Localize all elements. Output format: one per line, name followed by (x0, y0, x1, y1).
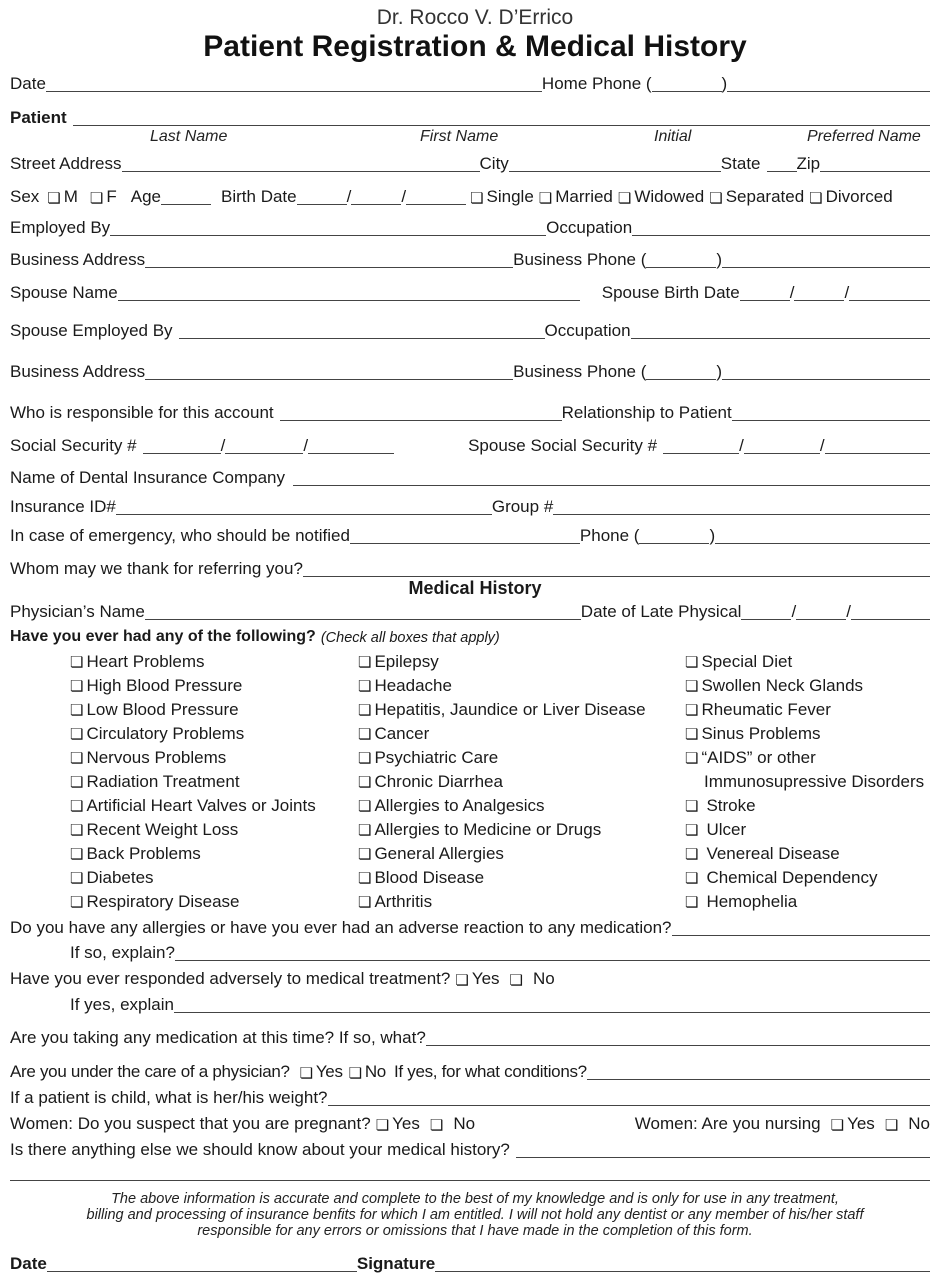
checkbox[interactable]: ❏ (358, 798, 372, 815)
slash: / (303, 436, 309, 455)
condition-epilepsy[interactable] (358, 650, 646, 674)
insurance-company-row (10, 466, 930, 488)
condition-label: Allergies to Medicine or Drugs (374, 820, 602, 839)
conditions-question-row (10, 624, 930, 646)
condition-label: Circulatory Problems (86, 724, 245, 743)
referral-label: Whom may we thank for referring you? (10, 559, 303, 578)
pregnant-yes-checkbox[interactable]: ❏ (375, 1117, 390, 1134)
pregnant-question: Women: Do you suspect that you are pregnant? (10, 1114, 371, 1133)
allergies-explain-field[interactable] (175, 942, 930, 961)
checkbox[interactable]: ❏ (358, 846, 372, 863)
physician-care-question: Are you under the care of a physician? (10, 1062, 290, 1081)
birth-year-field[interactable] (406, 186, 466, 205)
physician-name-field[interactable] (145, 601, 581, 620)
statement-line: billing and processing of insurance benfits for which I am entitled. I will not hold any dentist or any member of his/her staff (86, 1207, 864, 1223)
married-label: Married (555, 187, 613, 206)
checkbox[interactable]: ❏ (685, 894, 699, 911)
emergency-row (10, 524, 930, 546)
slash: / (739, 436, 744, 455)
patient-row (10, 106, 930, 128)
conditions-column-2 (358, 650, 646, 914)
home-phone-area-field[interactable] (652, 73, 722, 92)
first-name-hint: First Name (420, 128, 499, 145)
condition-back-problems[interactable] (70, 842, 316, 866)
business-address-field[interactable] (145, 249, 513, 268)
conditions-label: If yes, for what conditions? (393, 1062, 587, 1081)
checkbox[interactable]: ❏ (685, 822, 699, 839)
condition-label: Radiation Treatment (86, 772, 240, 791)
responsible-row (10, 401, 930, 423)
allergies-row (10, 916, 930, 938)
yes-label: Yes (847, 1114, 875, 1133)
checkbox[interactable]: ❏ (358, 870, 372, 887)
spouse-birth-day-field[interactable] (794, 282, 844, 301)
condition-label: Allergies to Analgesics (374, 796, 545, 815)
checkbox[interactable]: ❏ (70, 846, 84, 863)
checkbox[interactable]: ❏ (685, 702, 699, 719)
adverse-explain-field[interactable] (174, 994, 930, 1013)
spouse-row (10, 281, 930, 303)
condition-label: Heart Problems (86, 652, 205, 671)
condition-label: Nervous Problems (86, 748, 227, 767)
condition-ulcer[interactable] (685, 818, 924, 842)
condition-label: Back Problems (86, 844, 201, 863)
medication-question: Are you taking any medication at this time? If so, what? (10, 1028, 426, 1047)
condition-artificial-valves[interactable] (70, 794, 316, 818)
spouse-ssn-part1-field[interactable] (663, 435, 739, 454)
condition-label: Low Blood Pressure (86, 700, 239, 719)
male-label: M (63, 187, 78, 206)
adverse-explain-row (70, 993, 930, 1015)
condition-high-blood-pressure[interactable] (70, 674, 316, 698)
signature-field[interactable] (435, 1253, 930, 1272)
condition-psychiatric[interactable] (358, 746, 646, 770)
state-field[interactable] (767, 153, 797, 172)
home-phone-label: Home Phone ( (541, 74, 652, 93)
relationship-field[interactable] (732, 402, 930, 421)
anything-else-field[interactable] (516, 1139, 930, 1158)
checkbox[interactable]: ❏ (685, 870, 699, 887)
referral-field[interactable] (303, 558, 930, 577)
spouse-name-label: Spouse Name (10, 283, 118, 302)
business-phone-label: Business Phone ( (513, 250, 647, 269)
address-row (10, 152, 930, 174)
spouse-employment-row (10, 319, 930, 341)
business-address-label: Business Address (10, 250, 146, 269)
relationship-label: Relationship to Patient (561, 403, 732, 422)
medication-row (10, 1026, 930, 1048)
condition-respiratory[interactable] (70, 890, 316, 914)
adverse-question: Have you ever responded adversely to medical treatment? (10, 969, 451, 988)
checkbox[interactable]: ❏ (358, 678, 372, 695)
condition-radiation[interactable] (70, 770, 316, 794)
checkbox[interactable]: ❏ (358, 750, 372, 767)
city-field[interactable] (509, 153, 721, 172)
female-label: F (106, 187, 117, 206)
checkbox[interactable]: ❏ (685, 654, 699, 671)
condition-low-blood-pressure[interactable] (70, 698, 316, 722)
insurance-id-label: Insurance ID# (10, 497, 116, 516)
condition-label: Artificial Heart Valves or Joints (86, 796, 316, 815)
condition-drug-allergy[interactable] (358, 818, 646, 842)
condition-label: Psychiatric Care (374, 748, 499, 767)
condition-label: Chemical Dependency (706, 868, 878, 887)
conditions-field[interactable] (587, 1061, 930, 1080)
zip-field[interactable] (820, 153, 930, 172)
checkbox[interactable]: ❏ (358, 654, 372, 671)
signature-date-field[interactable] (47, 1253, 357, 1272)
physician-care-row (10, 1060, 930, 1082)
physician-name-label: Physician’s Name (10, 602, 145, 621)
medical-history-heading: Medical History (408, 578, 542, 598)
pregnant-no-checkbox[interactable]: ❏ (429, 1117, 444, 1134)
slash: / (220, 436, 226, 455)
condition-label: Respiratory Disease (86, 892, 240, 911)
conditions-column-1 (70, 650, 316, 914)
condition-label: Hemophelia (706, 892, 798, 911)
last-name-hint: Last Name (150, 128, 228, 145)
checkbox[interactable]: ❏ (70, 894, 84, 911)
condition-heart-problems[interactable] (70, 650, 316, 674)
physician-row (10, 600, 930, 622)
sex-label: Sex (10, 187, 40, 206)
paren: ) (716, 362, 723, 381)
checkbox[interactable]: ❏ (70, 822, 84, 839)
birth-month-field[interactable] (297, 186, 347, 205)
city-label: City (479, 154, 509, 173)
condition-label: High Blood Pressure (86, 676, 243, 695)
insurance-company-label: Name of Dental Insurance Company (10, 468, 285, 487)
responsible-field[interactable] (280, 402, 562, 421)
birth-date-label: Birth Date (221, 187, 297, 206)
date-label: Date (10, 74, 46, 93)
anything-else-extra-line[interactable] (10, 1180, 930, 1181)
single-label: Single (486, 187, 534, 206)
date-field[interactable] (46, 73, 542, 92)
spouse-employed-by-label: Spouse Employed By (10, 321, 173, 340)
checkbox[interactable]: ❏ (358, 726, 372, 743)
checkbox-widowed[interactable]: ❏ (617, 190, 632, 207)
physical-day-field[interactable] (796, 601, 846, 620)
checkbox[interactable]: ❏ (70, 702, 84, 719)
yes-label: Yes (392, 1114, 420, 1133)
emergency-phone-field[interactable] (715, 525, 930, 544)
slash: / (789, 283, 795, 302)
anything-else-row (10, 1138, 930, 1160)
condition-label: Chronic Diarrhea (374, 772, 503, 791)
checkbox-female[interactable]: ❏ (89, 190, 104, 207)
condition-label: Headache (374, 676, 452, 695)
physical-month-field[interactable] (741, 601, 791, 620)
checkbox[interactable]: ❏ (70, 726, 84, 743)
condition-weight-loss[interactable] (70, 818, 316, 842)
allergies-explain-row (70, 941, 930, 963)
responsible-label: Who is responsible for this account (10, 403, 274, 422)
checkbox[interactable]: ❏ (358, 894, 372, 911)
condition-blood-disease[interactable] (358, 866, 646, 890)
spouse-birth-date-label: Spouse Birth Date (601, 283, 740, 302)
ssn-part2-field[interactable] (225, 435, 303, 454)
condition-label: Arthritis (374, 892, 433, 911)
statement-line: The above information is accurate and complete to the best of my knowledge and is only for use in any treatment, (111, 1191, 839, 1207)
checkbox[interactable]: ❏ (70, 870, 84, 887)
occupation-label: Occupation (546, 218, 633, 237)
ssn-part3-field[interactable] (308, 435, 394, 454)
checkbox[interactable]: ❏ (70, 774, 84, 791)
conditions-column-3 (685, 650, 924, 914)
condition-label: Rheumatic Fever (701, 700, 831, 719)
slash: / (819, 436, 825, 455)
child-weight-row (10, 1086, 930, 1108)
condition-rheumatic-fever[interactable] (685, 698, 924, 722)
condition-label: Venereal Disease (706, 844, 840, 863)
spouse-name-field[interactable] (118, 282, 580, 301)
condition-label: General Allergies (374, 844, 504, 863)
condition-stroke[interactable] (685, 794, 924, 818)
condition-arthritis[interactable] (358, 890, 646, 914)
adverse-row (10, 967, 930, 989)
adverse-yes-checkbox[interactable]: ❏ (455, 972, 469, 989)
spouse-business-row (10, 360, 930, 382)
slash: / (791, 602, 797, 621)
checkbox[interactable]: ❏ (70, 750, 84, 767)
patient-label: Patient (10, 108, 67, 127)
pregnancy-row (10, 1112, 930, 1134)
condition-label: Sinus Problems (701, 724, 821, 743)
ssn-row (10, 434, 930, 456)
employment-row (10, 216, 930, 238)
condition-hemophelia[interactable] (685, 890, 924, 914)
spouse-business-address-field[interactable] (145, 361, 513, 380)
street-address-field[interactable] (122, 153, 480, 172)
yes-label: Yes (471, 969, 500, 988)
street-address-label: Street Address (10, 154, 122, 173)
condition-sinus[interactable] (685, 722, 924, 746)
emergency-phone-area-field[interactable] (639, 525, 709, 544)
paren: ) (709, 526, 716, 545)
condition-label: “AIDS” or other (701, 748, 816, 767)
checkbox-single[interactable]: ❏ (470, 190, 484, 207)
adverse-explain-label: If yes, explain (70, 995, 174, 1014)
checkbox[interactable]: ❏ (685, 726, 699, 743)
late-physical-label: Date of Late Physical (580, 602, 742, 621)
conditions-question: Have you ever had any of the following? (10, 628, 316, 645)
condition-general-allergies[interactable] (358, 842, 646, 866)
condition-label: Ulcer (706, 820, 747, 839)
condition-diarrhea[interactable] (358, 770, 646, 794)
paren: ) (721, 74, 728, 93)
spouse-employed-by-field[interactable] (179, 320, 545, 339)
checkbox[interactable]: ❏ (358, 702, 372, 719)
anything-else-question: Is there anything else we should know about your medical history? (10, 1140, 510, 1159)
group-field[interactable] (553, 496, 930, 515)
child-weight-question: If a patient is child, what is her/his weight? (10, 1088, 328, 1107)
nursing-no-checkbox[interactable]: ❏ (884, 1117, 899, 1134)
widowed-label: Widowed (634, 187, 705, 206)
emergency-contact-field[interactable] (350, 525, 580, 544)
checkbox[interactable]: ❏ (685, 846, 699, 863)
condition-chemical-dependency[interactable] (685, 866, 924, 890)
consent-statement (0, 1191, 950, 1239)
form-title: Patient Registration & Medical History (203, 30, 747, 63)
condition-aids-continued (685, 770, 924, 794)
checkbox[interactable]: ❏ (358, 822, 372, 839)
condition-headache[interactable] (358, 674, 646, 698)
adverse-no-checkbox[interactable]: ❏ (509, 972, 523, 989)
condition-circulatory[interactable] (70, 722, 316, 746)
business-phone-field[interactable] (722, 249, 930, 268)
paren: ) (716, 250, 723, 269)
insurance-id-row (10, 495, 930, 517)
business-phone-area-field[interactable] (646, 249, 716, 268)
zip-label: Zip (796, 154, 821, 173)
no-label: No (364, 1062, 386, 1081)
home-phone-field[interactable] (727, 73, 930, 92)
separated-label: Separated (725, 187, 805, 206)
age-label: Age (130, 187, 162, 206)
no-label: No (908, 1114, 930, 1133)
insurance-id-field[interactable] (116, 496, 492, 515)
divorced-label: Divorced (825, 187, 893, 206)
birth-day-field[interactable] (351, 186, 401, 205)
allergies-explain-label: If so, explain? (70, 943, 175, 962)
condition-cancer[interactable] (358, 722, 646, 746)
condition-special-diet[interactable] (685, 650, 924, 674)
signature-row (10, 1252, 930, 1274)
checkbox[interactable]: ❏ (685, 750, 699, 767)
ssn-part1-field[interactable] (143, 435, 221, 454)
condition-diabetes[interactable] (70, 866, 316, 890)
spouse-business-phone-label: Business Phone ( (513, 362, 647, 381)
physician-care-yes-checkbox[interactable]: ❏ (299, 1065, 313, 1082)
employed-by-label: Employed By (10, 218, 111, 237)
no-label: No (453, 1114, 476, 1133)
checkbox[interactable]: ❏ (358, 774, 372, 791)
checkbox-divorced[interactable]: ❏ (809, 190, 823, 207)
condition-hepatitis[interactable] (358, 698, 646, 722)
insurance-company-field[interactable] (293, 467, 930, 486)
referral-row (10, 557, 930, 579)
spouse-ssn-part2-field[interactable] (744, 435, 820, 454)
allergies-question: Do you have any allergies or have you ever had an adverse reaction to any medication? (10, 918, 672, 937)
ssn-label: Social Security # (10, 436, 137, 455)
condition-label: Immunosupressive Disorders (704, 772, 925, 791)
employed-by-field[interactable] (110, 217, 546, 236)
condition-label: Cancer (374, 724, 430, 743)
nursing-question: Women: Are you nursing (634, 1114, 821, 1133)
patient-name-field[interactable] (73, 107, 930, 126)
spouse-ssn-part3-field[interactable] (825, 435, 930, 454)
medication-field[interactable] (426, 1027, 930, 1046)
spouse-birth-year-field[interactable] (849, 282, 930, 301)
occupation-field[interactable] (632, 217, 930, 236)
spouse-occupation-label: Occupation (544, 321, 631, 340)
state-label: State (720, 154, 761, 173)
yes-label: Yes (315, 1062, 343, 1081)
condition-aids[interactable] (685, 746, 924, 770)
physician-care-no-checkbox[interactable]: ❏ (348, 1065, 362, 1082)
signature-label: Signature (356, 1254, 436, 1273)
condition-label: Hepatitis, Jaundice or Liver Disease (374, 700, 646, 719)
condition-nervous[interactable] (70, 746, 316, 770)
group-label: Group # (491, 497, 554, 516)
doctor-name: Dr. Rocco V. D’Errico (376, 6, 574, 29)
checkbox[interactable]: ❏ (70, 798, 84, 815)
checkbox[interactable]: ❏ (70, 678, 84, 695)
slash: / (844, 283, 850, 302)
spouse-ssn-label: Spouse Social Security # (468, 436, 658, 455)
spouse-business-phone-field[interactable] (722, 361, 930, 380)
checkbox[interactable]: ❏ (685, 678, 699, 695)
condition-swollen-glands[interactable] (685, 674, 924, 698)
spouse-occupation-field[interactable] (631, 320, 930, 339)
emergency-phone-label: Phone ( (579, 526, 640, 545)
nursing-yes-checkbox[interactable]: ❏ (830, 1117, 845, 1134)
condition-label: Epilepsy (374, 652, 439, 671)
business-row (10, 248, 930, 270)
allergies-field[interactable] (672, 917, 930, 936)
initial-hint: Initial (654, 128, 692, 145)
emergency-label: In case of emergency, who should be notified (10, 526, 350, 545)
spouse-birth-month-field[interactable] (740, 282, 790, 301)
signature-date-label: Date (10, 1254, 47, 1273)
condition-label: Swollen Neck Glands (701, 676, 864, 695)
condition-label: Special Diet (701, 652, 793, 671)
preferred-name-hint: Preferred Name (807, 128, 921, 145)
conditions-note: (Check all boxes that apply) (320, 630, 500, 646)
slash: / (346, 187, 352, 206)
physical-year-field[interactable] (851, 601, 930, 620)
slash: / (846, 602, 851, 621)
checkbox-separated[interactable]: ❏ (709, 190, 723, 207)
statement-line: responsible for any errors or omissions that I have made in the completion of this form. (197, 1223, 753, 1239)
slash: / (401, 187, 407, 206)
checkbox-married[interactable]: ❏ (538, 190, 553, 207)
condition-label: Blood Disease (374, 868, 485, 887)
condition-label: Diabetes (86, 868, 154, 887)
spouse-business-phone-area-field[interactable] (646, 361, 716, 380)
checkbox[interactable]: ❏ (685, 798, 699, 815)
condition-venereal[interactable] (685, 842, 924, 866)
demographics-row (10, 185, 930, 207)
condition-label: Recent Weight Loss (86, 820, 239, 839)
child-weight-field[interactable] (328, 1087, 931, 1106)
condition-analgesics-allergy[interactable] (358, 794, 646, 818)
spouse-business-address-label: Business Address (10, 362, 146, 381)
checkbox[interactable]: ❏ (70, 654, 84, 671)
age-field[interactable] (161, 186, 211, 205)
condition-label: Stroke (706, 796, 756, 815)
date-phone-row (10, 72, 930, 94)
checkbox-male[interactable]: ❏ (47, 190, 61, 207)
no-label: No (533, 969, 555, 988)
